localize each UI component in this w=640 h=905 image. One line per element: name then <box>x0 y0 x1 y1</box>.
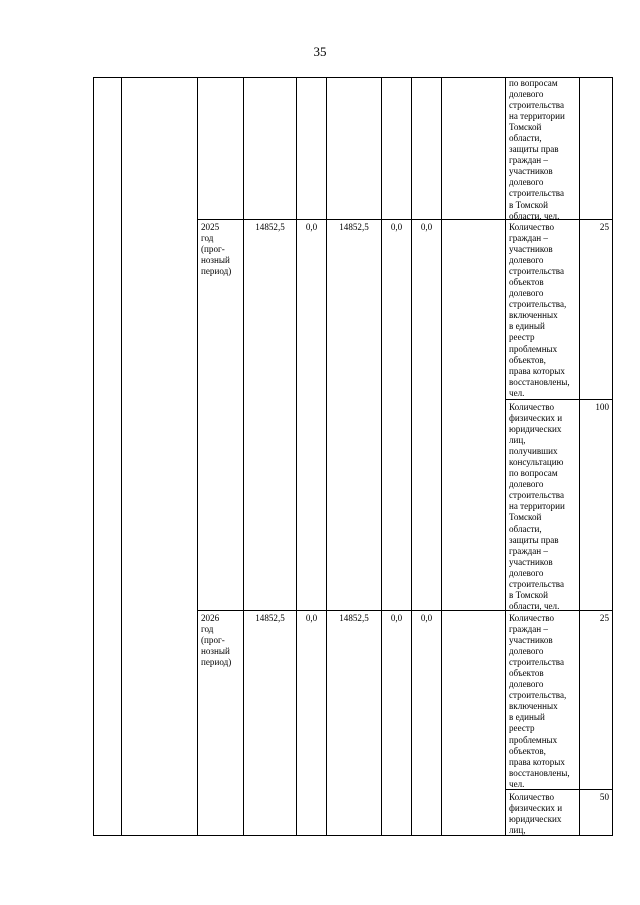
indicator-value: 100 <box>595 402 609 412</box>
indicator-text: Количество граждан – участников долевого строительства объектов долевого строительства, включенных в единый реестр проблемных объектов, права которых восстановлены, чел. <box>509 613 570 789</box>
column-border <box>243 77 244 836</box>
regional-budget-value: 14852,5 <box>339 222 369 232</box>
total-value: 14852,5 <box>255 613 285 623</box>
local-budget-value: 0,0 <box>390 222 403 232</box>
indicator-value: 25 <box>599 613 609 623</box>
indicator-divider <box>505 399 612 400</box>
total-value: 14852,5 <box>255 222 285 232</box>
column-border <box>93 77 94 836</box>
other-sources-value: 0,0 <box>420 613 433 623</box>
column-border <box>411 77 412 836</box>
indicator-text: Количество физических и юридических лиц, получивших консультацию по вопросам долевого строительства на территории Томской области, защиты прав граждан – участников долевого строительства в Томской области, чел. <box>509 402 565 610</box>
indicator-text: Количество физических и юридических лиц, <box>509 792 563 835</box>
column-border <box>296 77 297 836</box>
federal-budget-value: 0,0 <box>305 613 318 623</box>
period-label: 2025 год (прог- нозный период) <box>201 222 232 277</box>
table-bottom-border <box>93 835 612 836</box>
indicator-divider <box>505 789 612 790</box>
column-border <box>505 77 506 836</box>
column-border <box>326 77 327 836</box>
federal-budget-value: 0,0 <box>305 222 318 232</box>
column-border <box>612 77 613 836</box>
indicator-text: Количество граждан – участников долевого строительства объектов долевого строительства, включенных в единый реестр проблемных объектов, права которых восстановлены, чел. <box>509 222 570 398</box>
column-border <box>121 77 122 836</box>
indicator-value: 50 <box>599 792 609 802</box>
other-sources-value: 0,0 <box>420 222 433 232</box>
regional-budget-value: 14852,5 <box>339 613 369 623</box>
local-budget-value: 0,0 <box>390 613 403 623</box>
period-label: 2026 год (прог- нозный период) <box>201 613 232 668</box>
page-number: 35 <box>313 44 327 59</box>
indicator-text-continued: по вопросам долевого строительства на территории Томской области, защиты прав граждан – участников долевого строительства в Томской области, чел. <box>509 78 565 221</box>
column-border <box>441 77 442 836</box>
column-border <box>381 77 382 836</box>
column-border <box>579 77 580 836</box>
row-divider <box>197 610 612 611</box>
indicator-value: 25 <box>599 222 609 232</box>
column-border <box>197 77 198 836</box>
